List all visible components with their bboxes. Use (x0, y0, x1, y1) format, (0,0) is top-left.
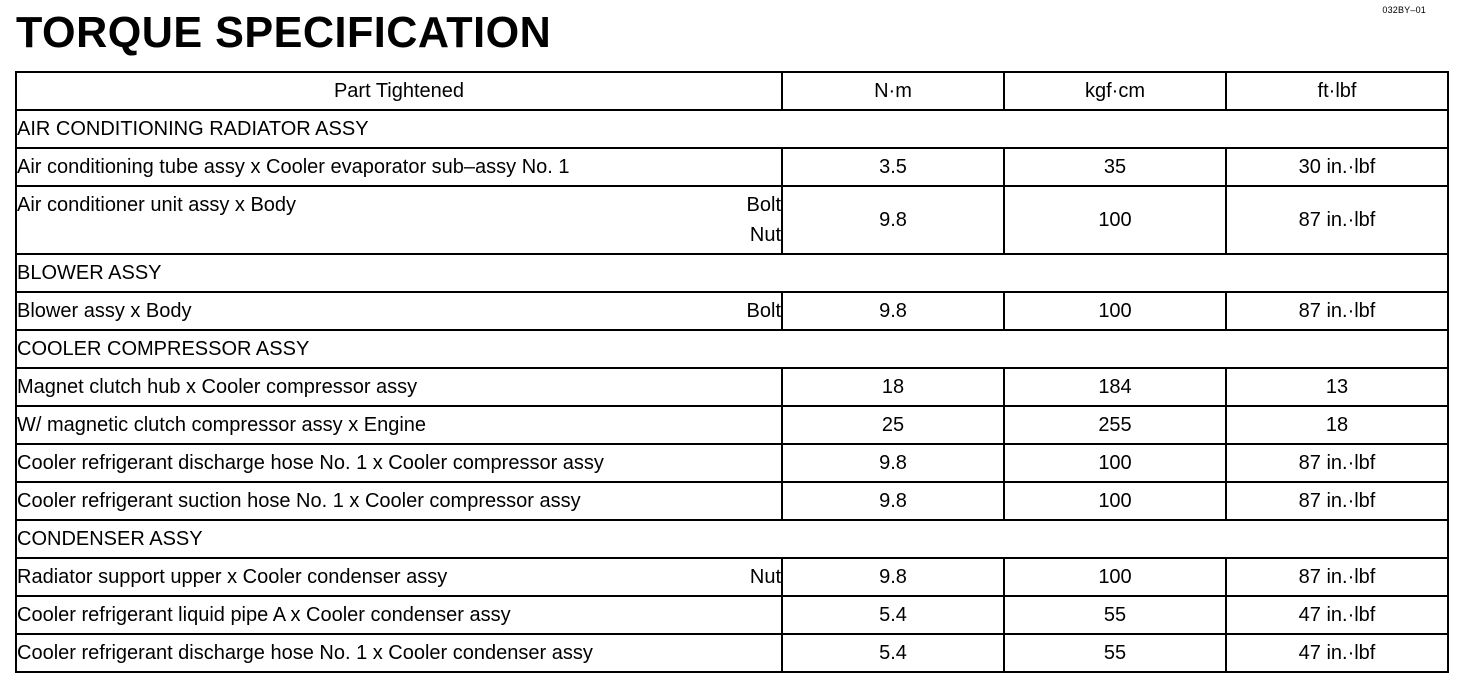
table-row (16, 634, 1448, 672)
part-cell (16, 634, 782, 672)
ftlbf-value: 18 (1226, 406, 1448, 444)
page-title: TORQUE SPECIFICATION (16, 8, 552, 57)
ftlbf-value: 87 in.·lbf (1226, 186, 1448, 254)
table-row (16, 596, 1448, 634)
part-name: Radiator support upper x Cooler condenser assy (17, 565, 448, 588)
fastener-label: Bolt (746, 299, 781, 322)
section-row (16, 254, 1448, 292)
kgfcm-value: 184 (1004, 368, 1226, 406)
table-row (16, 292, 1448, 330)
header-kgfcm: kgf·cm (1004, 72, 1226, 110)
nm-value: 5.4 (782, 596, 1004, 634)
header-nm: N·m (782, 72, 1004, 110)
part-name: Cooler refrigerant discharge hose No. 1 x Cooler condenser assy (17, 641, 593, 664)
part-name: Blower assy x Body (17, 299, 192, 322)
nm-value: 9.8 (782, 558, 1004, 596)
part-name: Cooler refrigerant discharge hose No. 1 x Cooler compressor assy (17, 451, 604, 474)
kgfcm-value: 100 (1004, 558, 1226, 596)
nm-value: 9.8 (782, 186, 1004, 254)
fastener-list (747, 190, 781, 250)
part-cell (16, 292, 782, 330)
section-row (16, 110, 1448, 148)
part-name: Magnet clutch hub x Cooler compressor assy (17, 375, 418, 398)
table-row (16, 558, 1448, 596)
kgfcm-value: 35 (1004, 148, 1226, 186)
part-name: W/ magnetic clutch compressor assy x Engine (17, 413, 427, 436)
part-name: Air conditioner unit assy x Body (17, 194, 297, 216)
table-row (16, 368, 1448, 406)
kgfcm-value: 100 (1004, 186, 1226, 254)
ftlbf-value: 87 in.·lbf (1226, 482, 1448, 520)
table-row (16, 482, 1448, 520)
fastener-label: Bolt (746, 194, 781, 216)
kgfcm-value: 100 (1004, 482, 1226, 520)
ftlbf-value: 47 in.·lbf (1226, 634, 1448, 672)
document-code: 032BY–01 (1382, 5, 1426, 15)
part-name: Cooler refrigerant suction hose No. 1 x Cooler compressor assy (17, 489, 581, 512)
ftlbf-value: 13 (1226, 368, 1448, 406)
torque-specification-table (15, 71, 1449, 673)
part-cell (16, 368, 782, 406)
part-cell (16, 558, 782, 596)
kgfcm-value: 55 (1004, 596, 1226, 634)
fastener-label: Nut (749, 565, 781, 588)
fastener-label: Nut (749, 224, 781, 246)
table-row (16, 444, 1448, 482)
part-name: Air conditioning tube assy x Cooler evaporator sub–assy No. 1 (17, 155, 570, 178)
kgfcm-value: 100 (1004, 444, 1226, 482)
nm-value: 18 (782, 368, 1004, 406)
part-cell (16, 482, 782, 520)
section-row (16, 520, 1448, 558)
kgfcm-value: 55 (1004, 634, 1226, 672)
table-body (16, 110, 1448, 672)
nm-value: 9.8 (782, 292, 1004, 330)
nm-value: 5.4 (782, 634, 1004, 672)
nm-value: 25 (782, 406, 1004, 444)
table-row (16, 406, 1448, 444)
section-title: AIR CONDITIONING RADIATOR ASSY (16, 110, 1448, 148)
nm-value: 9.8 (782, 444, 1004, 482)
ftlbf-value: 87 in.·lbf (1226, 558, 1448, 596)
part-cell (16, 444, 782, 482)
header-ftlbf: ft·lbf (1226, 72, 1448, 110)
ftlbf-value: 87 in.·lbf (1226, 292, 1448, 330)
table-header-row (16, 72, 1448, 110)
header-part-tightened: Part Tightened (16, 72, 782, 110)
section-title: CONDENSER ASSY (16, 520, 1448, 558)
part-cell (16, 406, 782, 444)
table-row (16, 148, 1448, 186)
section-title: COOLER COMPRESSOR ASSY (16, 330, 1448, 368)
nm-value: 9.8 (782, 482, 1004, 520)
part-cell (16, 186, 782, 254)
part-cell (16, 148, 782, 186)
ftlbf-value: 87 in.·lbf (1226, 444, 1448, 482)
section-title: BLOWER ASSY (16, 254, 1448, 292)
kgfcm-value: 100 (1004, 292, 1226, 330)
ftlbf-value: 30 in.·lbf (1226, 148, 1448, 186)
part-name: Cooler refrigerant liquid pipe A x Cooler condenser assy (17, 603, 511, 626)
section-row (16, 330, 1448, 368)
ftlbf-value: 47 in.·lbf (1226, 596, 1448, 634)
nm-value: 3.5 (782, 148, 1004, 186)
part-cell (16, 596, 782, 634)
kgfcm-value: 255 (1004, 406, 1226, 444)
table-row (16, 186, 1448, 254)
